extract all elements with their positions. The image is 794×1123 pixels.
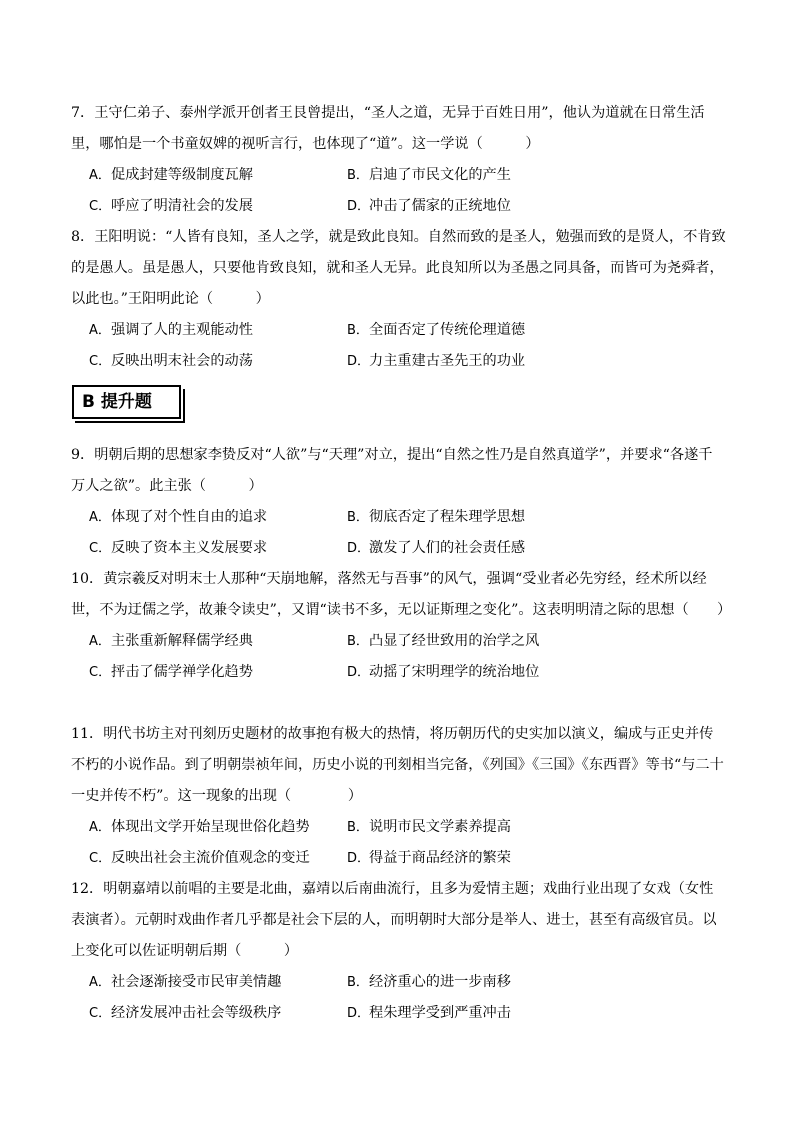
option-row bbox=[71, 346, 726, 377]
option-b[interactable] bbox=[347, 967, 605, 998]
option-label: B． bbox=[347, 820, 369, 835]
option-label: A． bbox=[89, 323, 111, 338]
option-label: B． bbox=[347, 510, 369, 525]
option-c[interactable] bbox=[89, 533, 347, 564]
option-label: D． bbox=[347, 1006, 371, 1021]
option-row bbox=[71, 843, 726, 874]
option-d[interactable] bbox=[347, 346, 605, 377]
option-row bbox=[71, 533, 726, 564]
option-text: 体现出文学开始呈现世俗化趋势 bbox=[111, 819, 310, 835]
option-text: 经济重心的进一步南移 bbox=[369, 974, 511, 990]
option-row bbox=[71, 998, 726, 1029]
option-a[interactable] bbox=[89, 160, 347, 191]
question-11 bbox=[71, 719, 726, 874]
option-a[interactable] bbox=[89, 967, 347, 998]
option-b[interactable] bbox=[347, 626, 605, 657]
option-text: 强调了人的主观能动性 bbox=[111, 322, 253, 338]
option-label: A． bbox=[89, 820, 111, 835]
option-text: 促成封建等级制度瓦解 bbox=[111, 167, 253, 183]
option-label: C． bbox=[89, 851, 112, 866]
option-a[interactable] bbox=[89, 315, 347, 346]
option-row bbox=[71, 626, 726, 657]
question-stem: 9．明朝后期的思想家李贽反对“人欲”与“天理”对立，提出“自然之性乃是自然真道学”，并要求“各遂千万人之欲”。此主张（ ） bbox=[71, 447, 713, 494]
option-b[interactable] bbox=[347, 315, 605, 346]
question-stem: 7．王守仁弟子、泰州学派开创者王艮曾提出，“圣人之道，无异于百姓日用”，他认为道就在日常生活里，哪怕是一个书童奴婢的视听言行，也体现了“道”。这一学说（ ） bbox=[71, 105, 705, 152]
option-label: C． bbox=[89, 1006, 112, 1021]
option-text: 得益于商品经济的繁荣 bbox=[369, 850, 511, 866]
option-text: 体现了对个性自由的追求 bbox=[111, 509, 268, 525]
option-d[interactable] bbox=[347, 843, 605, 874]
option-text: 冲击了儒家的正统地位 bbox=[369, 198, 511, 214]
option-label: D． bbox=[347, 354, 371, 369]
option-label: B． bbox=[347, 975, 369, 990]
option-row bbox=[71, 160, 726, 191]
option-label: D． bbox=[347, 665, 371, 680]
option-b[interactable] bbox=[347, 812, 605, 843]
option-row bbox=[71, 812, 726, 843]
question-7 bbox=[71, 98, 726, 222]
option-label: C． bbox=[89, 541, 112, 556]
option-label: B． bbox=[347, 168, 369, 183]
option-text: 经济发展冲击社会等级秩序 bbox=[111, 1005, 282, 1021]
option-label: C． bbox=[89, 354, 112, 369]
option-b[interactable] bbox=[347, 502, 605, 533]
option-a[interactable] bbox=[89, 812, 347, 843]
option-text: 抨击了儒学禅学化趋势 bbox=[111, 664, 253, 680]
option-row bbox=[71, 191, 726, 222]
option-text: 呼应了明清社会的发展 bbox=[111, 198, 253, 214]
option-text: 力主重建古圣先王的功业 bbox=[369, 353, 526, 369]
option-label: A． bbox=[89, 510, 111, 525]
option-text: 反映出明末社会的动荡 bbox=[111, 353, 253, 369]
option-c[interactable] bbox=[89, 998, 347, 1029]
option-label: A． bbox=[89, 634, 111, 649]
option-label: D． bbox=[347, 541, 371, 556]
option-text: 主张重新解释儒学经典 bbox=[111, 633, 253, 649]
question-stem: 10．黄宗羲反对明末士人那种“天崩地解，落然无与吾事”的风气，强调“受业者必先穷经，经术所以经世，不为迂儒之学，故兼令读史”，又谓“读书不多，无以证斯理之变化”。这表明明清之际的思想（ ） bbox=[71, 571, 732, 618]
question-12 bbox=[71, 874, 726, 1029]
option-text: 全面否定了传统伦理道德 bbox=[369, 322, 526, 338]
option-text: 启迪了市民文化的产生 bbox=[369, 167, 511, 183]
option-text: 彻底否定了程朱理学思想 bbox=[369, 509, 526, 525]
option-text: 社会逐渐接受市民审美情趣 bbox=[111, 974, 282, 990]
option-row bbox=[71, 967, 726, 998]
question-stem: 12．明朝嘉靖以前唱的主要是北曲，嘉靖以后南曲流行，且多为爱情主题；戏曲行业出现了女戏（女性表演者）。元朝时戏曲作者几乎都是社会下层的人，而明朝时大部分是举人、进士，甚至有高级官员。以上变化可以佐证明朝后期（ ） bbox=[71, 881, 717, 959]
question-8 bbox=[71, 222, 726, 377]
option-label: D． bbox=[347, 199, 371, 214]
option-label: C． bbox=[89, 665, 112, 680]
option-label: A． bbox=[89, 168, 111, 183]
option-label: B． bbox=[347, 634, 369, 649]
option-d[interactable] bbox=[347, 657, 605, 688]
question-stem: 11．明代书坊主对刊刻历史题材的故事抱有极大的热情，将历朝历代的史实加以演义，编成与正史并传不朽的小说作品。到了明朝崇祯年间，历史小说的刊刻相当完备，《列国》《三国》《东西晋》等书“与二十一史并传不朽”。这一现象的出现（ ） bbox=[71, 726, 724, 804]
option-row bbox=[71, 502, 726, 533]
option-a[interactable] bbox=[89, 626, 347, 657]
option-d[interactable] bbox=[347, 191, 605, 222]
option-text: 说明市民文学素养提高 bbox=[369, 819, 511, 835]
option-d[interactable] bbox=[347, 998, 605, 1029]
question-stem: 8．王阳明说：“人皆有良知，圣人之学，就是致此良知。自然而致的是圣人，勉强而致的是贤人，不肯致的是愚人。虽是愚人，只要他肯致良知，就和圣人无异。此良知所以为圣愚之同具备，而皆可为尧舜者，以此也。”王阳明此论（ ） bbox=[71, 229, 726, 307]
section-header: B 提升题 bbox=[72, 385, 181, 419]
option-a[interactable] bbox=[89, 502, 347, 533]
option-c[interactable] bbox=[89, 843, 347, 874]
question-10 bbox=[71, 564, 732, 688]
option-b[interactable] bbox=[347, 160, 605, 191]
option-text: 反映出社会主流价值观念的变迁 bbox=[111, 850, 310, 866]
option-row bbox=[71, 315, 726, 346]
option-d[interactable] bbox=[347, 533, 605, 564]
question-9 bbox=[71, 440, 726, 564]
option-text: 动摇了宋明理学的统治地位 bbox=[369, 664, 540, 680]
option-label: B． bbox=[347, 323, 369, 338]
option-text: 激发了人们的社会责任感 bbox=[369, 540, 526, 556]
option-row bbox=[71, 657, 726, 688]
option-text: 程朱理学受到严重冲击 bbox=[369, 1005, 511, 1021]
option-c[interactable] bbox=[89, 346, 347, 377]
option-label: A． bbox=[89, 975, 111, 990]
option-text: 反映了资本主义发展要求 bbox=[111, 540, 268, 556]
option-label: D． bbox=[347, 851, 371, 866]
option-text: 凸显了经世致用的治学之风 bbox=[369, 633, 540, 649]
option-c[interactable] bbox=[89, 191, 347, 222]
option-c[interactable] bbox=[89, 657, 347, 688]
option-label: C． bbox=[89, 199, 112, 214]
